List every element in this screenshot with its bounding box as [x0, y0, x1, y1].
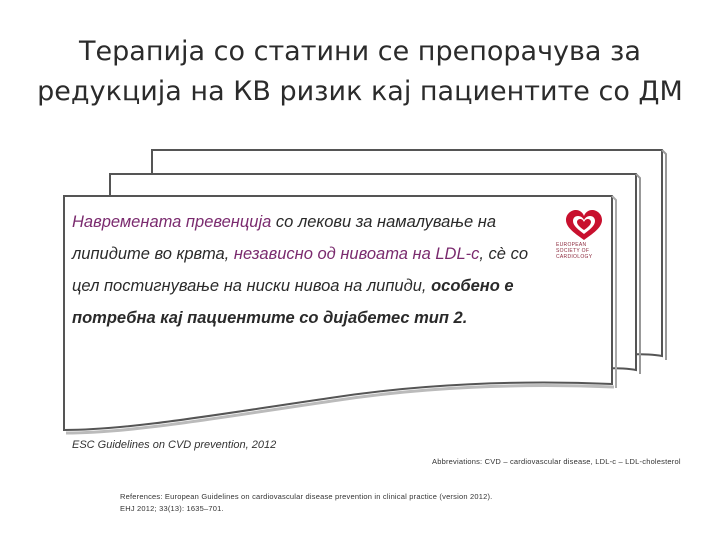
quote-text-part-2: , сè со цел постигнување на ниски нивоа на липиди, — [72, 245, 528, 295]
references-line-2: EHJ 2012; 33(13): 1635–701. — [120, 504, 224, 513]
esc-logo-text — [556, 242, 612, 260]
abbreviations-note: Abbreviations: CVD – cardiovascular disease, LDL-c – LDL-cholesterol — [432, 457, 681, 466]
guideline-quote — [72, 206, 552, 334]
quote-text-part-1: со лекови за намалување на липидите во крвта, — [72, 213, 497, 263]
source-citation: ESC Guidelines on CVD prevention, 2012 — [72, 439, 277, 451]
references — [120, 491, 492, 515]
references-line-1: References: European Guidelines on cardiovascular disease prevention in clinical practice (version 2012). — [120, 492, 493, 501]
esc-logo-line-3: CARDIOLOGY — [556, 254, 593, 260]
esc-logo-line-1: EUROPEAN — [556, 242, 587, 248]
slide-title-line-2: редукција на КВ ризик кај пациентите со ДМ — [37, 76, 683, 107]
quote-bold-diabetes: особено е потребна кај пациентите со дијабетес тип 2 — [72, 277, 514, 327]
quote-period: . — [462, 309, 468, 327]
slide-title-line-1: Терапија со статини се препорачува за — [79, 36, 641, 67]
quote-highlight-ldl: независно од нивоата на LDL-c — [233, 245, 480, 263]
quote-highlight-timely-prevention: Навремената превенција — [72, 213, 272, 231]
esc-logo-line-2: SOCIETY OF — [556, 248, 590, 254]
